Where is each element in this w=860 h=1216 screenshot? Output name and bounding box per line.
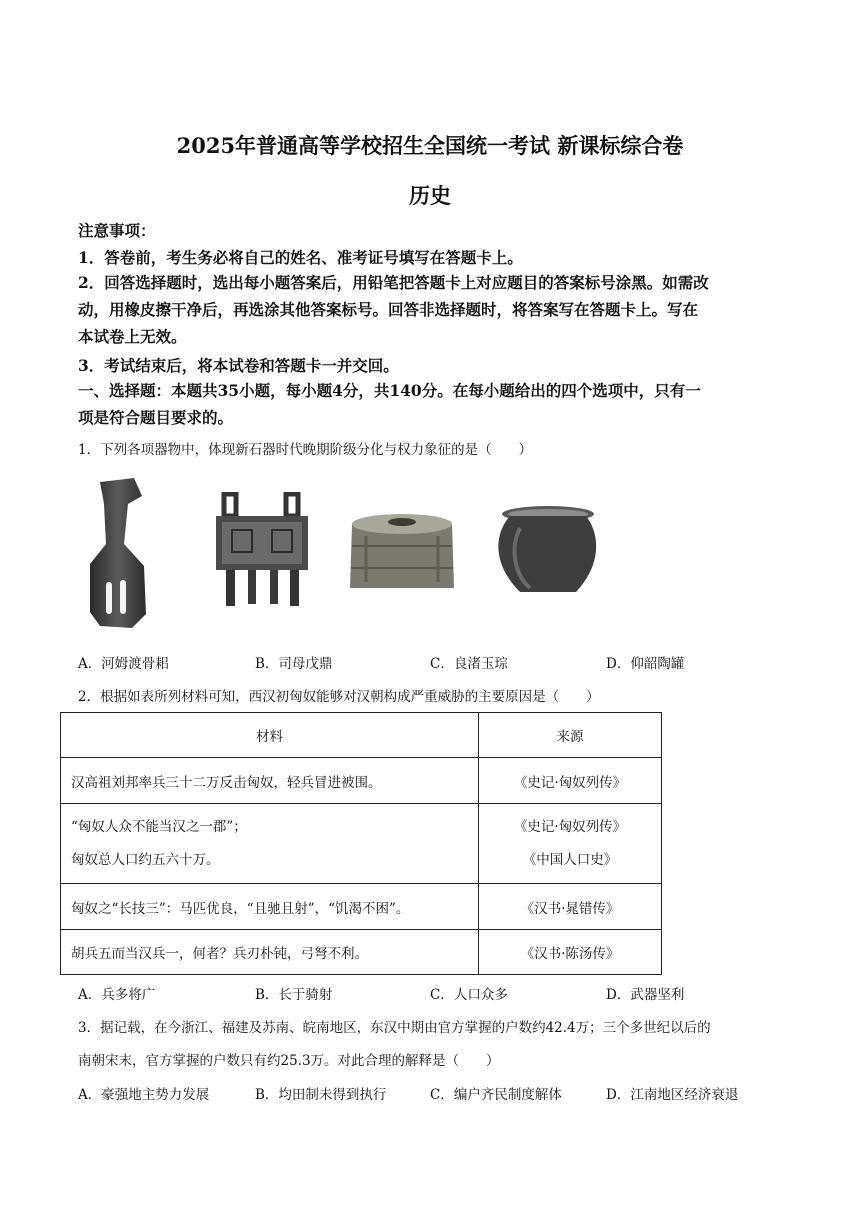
q2-option-a: A．兵多将广 [78, 987, 156, 1003]
notice-item-2-line-2: 动，用橡皮擦干净后，再选涂其他答案标号。回答非选择题时，将答案写在答题卡上。写在 [78, 300, 699, 319]
q3-option-c: C．编户齐民制度解体 [430, 1087, 562, 1103]
source-line: 《史记·匈奴列传》 [513, 818, 627, 835]
q3-stem-line-2: 南朝宋末，官方掌握的户数只有约25.3万。对此合理的解释是（ ） [78, 1053, 500, 1069]
notice-item-2-line-1: 2．回答选择题时，选出每小题答案后，用铅笔把答题卡上对应题目的答案标号涂黑。如需改 [78, 273, 709, 292]
table-cell-material: 汉高祖刘邦率兵三十二万反击匈奴，轻兵冒进被围。 [61, 758, 479, 804]
exam-title: 2025年普通高等学校招生全国统一考试 新课标综合卷 [176, 133, 684, 158]
q2-option-b: B．长于骑射 [255, 987, 333, 1003]
simuwu-ding-image [212, 492, 312, 608]
notice-item-1: 1．答卷前，考生务必将自己的姓名、准考证号填写在答题卡上。 [78, 248, 523, 267]
source-line: 《中国人口史》 [522, 851, 618, 868]
q1-option-d: D．仰韶陶罐 [606, 656, 685, 672]
table-cell-material: 匈奴之“长技三”：马匹优良，“且驰且射”，“饥渴不困”。 [61, 884, 479, 930]
notice-item-2 [78, 269, 783, 350]
table-cell-material: 胡兵五而当汉兵一，何者？兵刃朴钝，弓弩不利。 [61, 930, 479, 975]
q2-stem: 2．根据如表所列材料可知，西汉初匈奴能够对汉朝构成严重威胁的主要原因是（ ） [78, 689, 600, 705]
table-header-source: 来源 [479, 713, 662, 758]
q2-materials-table [60, 712, 662, 975]
q2-option-c: C．人口众多 [430, 987, 508, 1003]
table-cell-source: 《史记·匈奴列传》 [479, 758, 662, 804]
table-row [61, 804, 662, 884]
table-cell-source [479, 804, 662, 884]
material-line: 匈奴总人口约五六十万。 [71, 851, 220, 868]
table-row [61, 758, 662, 804]
table-row [61, 884, 662, 930]
section-1-line-2: 项是符合题目要求的。 [78, 408, 234, 427]
yangshao-pottery-jar-image [490, 504, 606, 604]
section-1-heading [78, 377, 783, 431]
table-row [61, 930, 662, 975]
bone-spade-image [82, 474, 172, 634]
q3-stem-line-1: 3．据记载，在今浙江、福建及苏南、皖南地区，东汉中期由官方掌握的户数约42.4万；三个多世纪以后的 [78, 1020, 711, 1036]
table-header-material: 材料 [61, 713, 479, 758]
liangzhu-jade-cong-image [344, 510, 460, 596]
material-line: “匈奴人众不能当汉之一郡”； [71, 818, 247, 835]
q1-stem: 1．下列各项器物中，体现新石器时代晚期阶级分化与权力象征的是（ ） [78, 442, 533, 458]
q1-option-b: B．司母戊鼎 [255, 656, 333, 672]
q1-option-c: C．良渚玉琮 [430, 656, 508, 672]
section-1-line-1: 一、选择题：本题共35小题，每小题4分，共140分。在每小题给出的四个选项中，只有一 [78, 381, 701, 400]
q2-option-d: D．武器坚利 [606, 987, 685, 1003]
subject-title: 历史 [409, 183, 451, 208]
q3-option-a: A．豪强地主势力发展 [78, 1087, 210, 1103]
notice-heading: 注意事项： [78, 221, 156, 240]
q3-option-d: D．江南地区经济衰退 [606, 1087, 739, 1103]
table-cell-source: 《汉书·陈汤传》 [479, 930, 662, 975]
q1-option-a: A．河姆渡骨耜 [78, 656, 169, 672]
table-cell-source: 《汉书·晁错传》 [479, 884, 662, 930]
notice-item-2-line-3: 本试卷上无效。 [78, 327, 187, 346]
table-header-row [61, 713, 662, 758]
q3-option-b: B．均田制未得到执行 [255, 1087, 387, 1103]
table-cell-material [61, 804, 479, 884]
notice-item-3: 3．考试结束后，将本试卷和答题卡一并交回。 [78, 356, 399, 375]
